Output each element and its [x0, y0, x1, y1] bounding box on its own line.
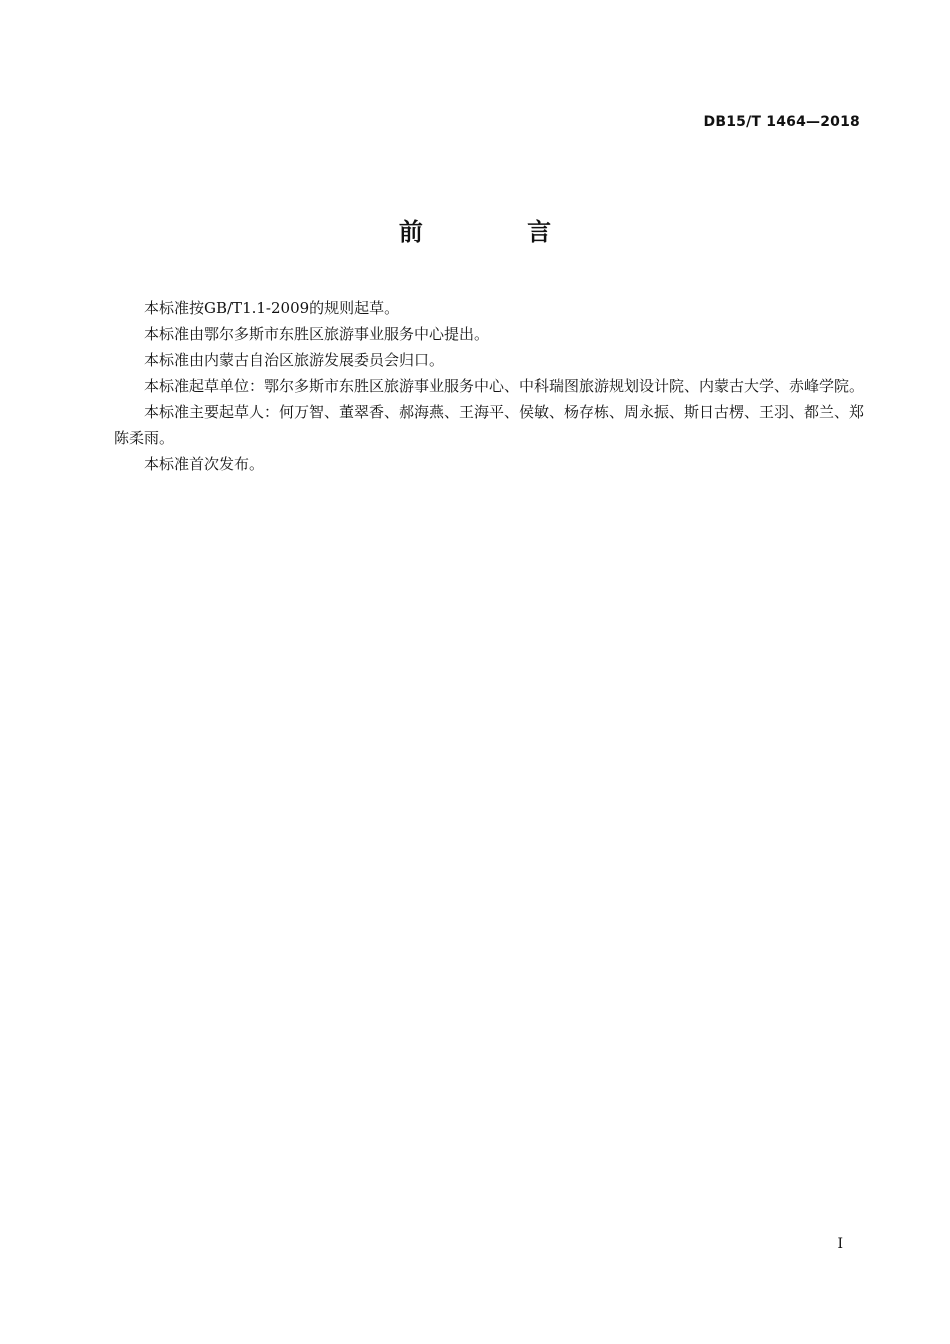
document-body	[114, 295, 874, 477]
paragraph-drafting-rules: 本标准按GB/T1.1-2009的规则起草。	[144, 299, 400, 317]
paragraph-administered-by: 本标准由内蒙古自治区旅游发展委员会归口。	[144, 351, 445, 369]
paragraph-drafting-units: 本标准起草单位：鄂尔多斯市东胜区旅游事业服务中心、中科瑞图旅游规划设计院、内蒙古大学、赤峰学院。	[144, 377, 865, 395]
paragraph-drafters: 本标准主要起草人：何万智、董翠香、郝海燕、王海平、侯敏、杨存栋、周永振、斯日古楞、王羽、都兰、郑陈柔雨。	[114, 403, 865, 447]
paragraph-first-release: 本标准首次发布。	[144, 455, 265, 473]
page-number: I	[837, 1236, 843, 1252]
standard-code: DB15/T 1464—2018	[703, 114, 860, 130]
page-title: 前 言	[398, 218, 600, 246]
paragraph-proposed-by: 本标准由鄂尔多斯市东胜区旅游事业服务中心提出。	[144, 325, 490, 343]
